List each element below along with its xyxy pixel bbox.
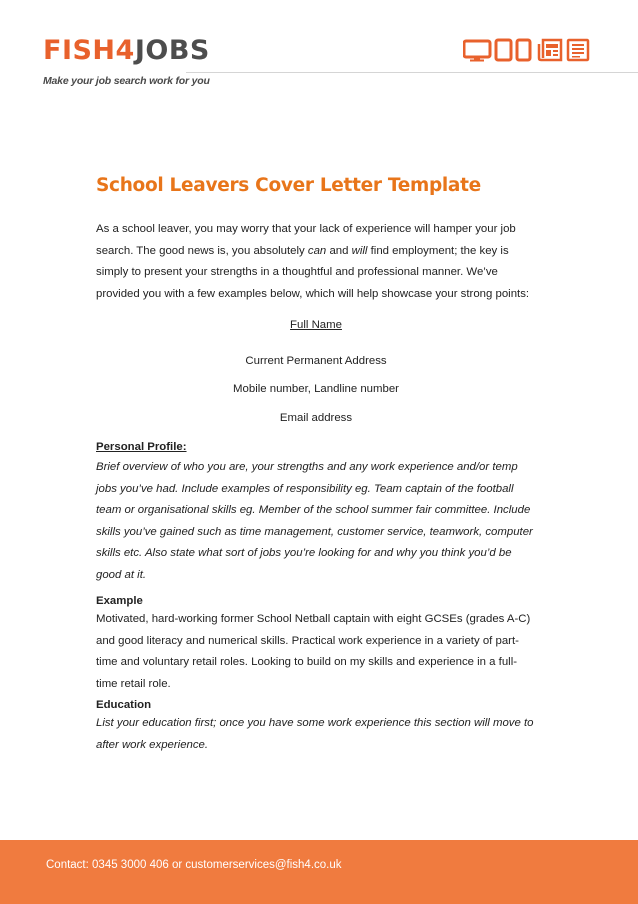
- personal-profile-heading: Personal Profile:: [96, 441, 187, 453]
- logo-part-fish4: FISH4: [43, 35, 135, 66]
- document-icon: [568, 40, 588, 60]
- fish4jobs-logo[interactable]: [43, 36, 210, 66]
- logo-part-jobs: JOBS: [134, 35, 210, 66]
- tablet-icon: [496, 40, 511, 60]
- monitor-icon: [464, 41, 490, 62]
- page-footer: [0, 840, 638, 904]
- education-text: List your education first; once you have some work experience this section will move to after work experience.: [96, 717, 534, 751]
- full-name-line: Full Name: [290, 319, 342, 331]
- document-title: School Leavers Cover Letter Template: [96, 175, 481, 196]
- intro-emphasis-can: can: [307, 244, 327, 257]
- address-line: Current Permanent Address: [245, 355, 387, 367]
- intro-text-and: and: [326, 244, 352, 257]
- phone-numbers-line: Mobile number, Landline number: [233, 383, 399, 395]
- example-heading: Example: [96, 595, 143, 607]
- intro-text-end: find employment; the key is simply to present your strengths in a thoughtful and professional manner. We’ve provided you with a few examples below, which will help showcase your strong points:: [96, 244, 530, 300]
- personal-profile-text: Brief overview of who you are, your strengths and any work experience and/or temp jobs you’ve had. Include examples of responsibility eg. Team captain of the football team or organisational skills eg. Member of the school summer fair committee. Include skills you’ve gained such as time management, customer service, teamwork, computer skills etc. Also state what sort of jobs you’re looking for and why you think you’d be good at it.: [96, 461, 533, 581]
- tagline: Make your job search work for you: [43, 75, 210, 87]
- page-header: [0, 0, 638, 100]
- intro-text-start: As a school leaver, you may worry that your lack of experience will hamper your job search. The good news is, you absolutely: [96, 223, 516, 257]
- phone-icon: [517, 40, 530, 60]
- header-divider: [186, 72, 638, 73]
- device-icons: [463, 38, 593, 62]
- email-line: Email address: [279, 412, 353, 424]
- example-text: Motivated, hard-working former School Netball captain with eight GCSEs (grades A-C) and good literacy and numerical skills. Practical work experience in a variety of part-time and voluntary retail roles. Looking to build on my skills and experience in a full-time retail role.: [96, 613, 531, 690]
- education-heading: Education: [96, 699, 152, 711]
- footer-contact: Contact: 0345 3000 406 or customerservices@fish4.co.uk: [46, 859, 342, 871]
- intro-paragraph: [96, 219, 536, 305]
- newspaper-icon: [539, 40, 561, 60]
- intro-emphasis-will: will: [351, 244, 368, 257]
